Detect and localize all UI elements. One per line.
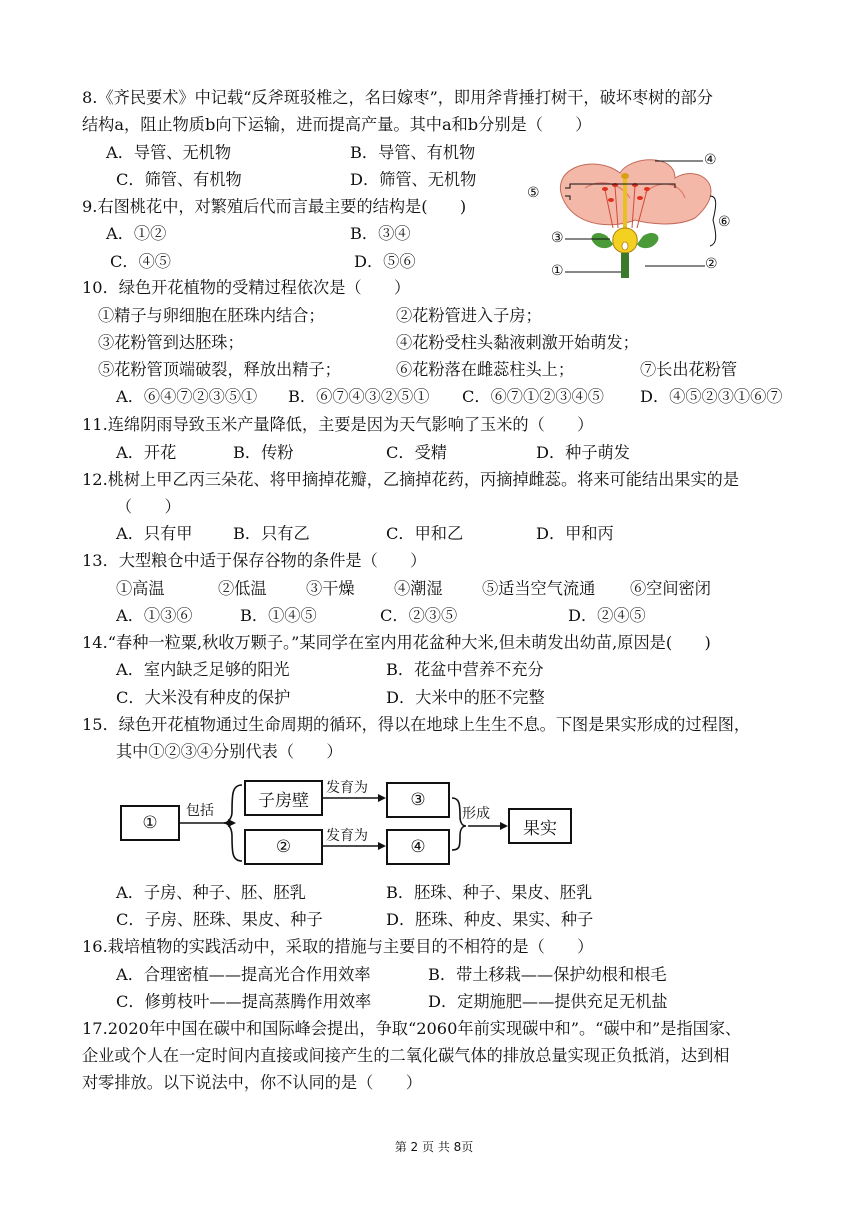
q9-option-b[interactable]: B．③④ [350,224,411,243]
q9-option-d[interactable]: D．⑤⑥ [354,252,416,271]
q10-step-7: ⑦长出花粉管 [640,360,738,379]
q17-stem-line1: 17.2020年中国在碳中和国际峰会提出，争取“2060年前实现碳中和”。“碳中和”是指国家、 [82,1019,742,1038]
q14-option-b[interactable]: B．花盆中营养不充分 [386,660,544,679]
q13-cond-6: ⑥空间密闭 [630,579,711,598]
q11-stem: 11.连绵阴雨导致玉米产量降低，主要是因为天气影响了玉米的（ ） [82,415,594,434]
q10-option-b[interactable]: B．⑥⑦④③②⑤① [288,387,430,406]
flower-label-1: ① [551,263,564,279]
q15-option-b[interactable]: B．胚珠、种子、果皮、胚乳 [386,883,593,902]
q10-step-2: ②花粉管进入子房； [396,306,542,325]
q13-cond-3: ③干燥 [306,579,355,598]
q10-step-4: ④花粉受柱头黏液刺激开始萌发； [396,333,639,352]
q13-option-d[interactable]: D．②④⑤ [568,606,646,625]
q15-option-a[interactable]: A．子房、种子、胚、胚乳 [116,883,306,902]
q10-step-1: ①精子与卵细胞在胚珠内结合； [98,306,325,325]
diagram-box-3: ③ [386,782,450,818]
peach-flower-figure [525,148,745,288]
q8-stem-line2: 结构a，阻止物质b向下运输，进而提高产量。其中a和b分别是（ ） [82,115,592,134]
q10-step-5: ⑤花粉管顶端破裂，释放出精子； [98,360,341,379]
q13-stem: 13．大型粮仓中适于保存谷物的条件是（ ） [82,551,427,570]
q13-option-b[interactable]: B．①④⑤ [240,606,317,625]
q13-option-a[interactable]: A．①③⑥ [116,606,193,625]
diagram-label-develop-1: 发育为 [326,780,368,796]
q16-option-b[interactable]: B．带土移栽——保护幼根和根毛 [428,965,667,984]
q12-option-d[interactable]: D．甲和丙 [536,524,614,543]
q12-option-c[interactable]: C．甲和乙 [386,524,464,543]
q10-option-d[interactable]: D．④⑤②③①⑥⑦ [640,387,783,406]
q10-step-3: ③花粉管到达胚珠； [98,333,244,352]
q8-option-b[interactable]: B．导管、有机物 [350,143,476,162]
q15-stem-line2: 其中①②③④分别代表（ ） [116,742,343,761]
page-footer: 第 2 页 共 8页 [394,1140,474,1154]
q17-stem-line3: 对零排放。以下说法中，你不认同的是（ ） [82,1073,422,1092]
diagram-label-include: 包括 [186,803,214,819]
diagram-box-fruit: 果实 [508,808,572,844]
q14-option-c[interactable]: C．大米没有种皮的保护 [116,688,291,707]
q10-option-a[interactable]: A．⑥④⑦②③⑤① [116,387,258,406]
q8-option-c[interactable]: C．筛管、有机物 [116,170,242,189]
q9-stem: 9.右图桃花中，对繁殖后代而言最主要的结构是( ) [82,197,467,216]
q12-stem-line1: 12.桃树上甲乙丙三朵花、将甲摘掉花瓣，乙摘掉花药，丙摘掉雌蕊。将来可能结出果实的是 [82,470,740,489]
q11-option-b[interactable]: B．传粉 [233,443,294,462]
q16-option-d[interactable]: D．定期施肥——提供充足无机盐 [428,992,668,1011]
q16-option-c[interactable]: C．修剪枝叶——提高蒸腾作用效率 [116,992,372,1011]
q16-option-a[interactable]: A．合理密植——提高光合作用效率 [116,965,371,984]
flower-label-3: ③ [551,230,564,246]
q15-stem-line1: 15．绿色开花植物通过生命周期的循环，得以在地球上生生不息。下图是果实形成的过程图， [82,715,751,734]
q11-option-d[interactable]: D．种子萌发 [536,443,630,462]
q8-option-a[interactable]: A．导管、无机物 [106,143,232,162]
q13-option-c[interactable]: C．②③⑤ [380,606,458,625]
q11-option-a[interactable]: A．开花 [116,443,177,462]
flower-label-5: ⑤ [527,185,540,201]
diagram-box-4: ④ [386,829,450,865]
q8-option-d[interactable]: D．筛管、无机物 [350,170,477,189]
q13-cond-1: ①高温 [116,579,165,598]
q14-option-d[interactable]: D．大米中的胚不完整 [386,688,545,707]
q10-step-6: ⑥花粉落在雌蕊柱头上； [396,360,575,379]
q15-option-d[interactable]: D．胚珠、种皮、果实、种子 [386,910,594,929]
q14-option-a[interactable]: A．室内缺乏足够的阳光 [116,660,290,679]
q16-stem: 16.栽培植物的实践活动中，采取的措施与主要目的不相符的是（ ） [82,937,594,956]
flower-label-6: ⑥ [718,214,731,230]
q12-option-a[interactable]: A．只有甲 [116,524,193,543]
q13-cond-2: ②低温 [218,579,267,598]
q12-option-b[interactable]: B．只有乙 [233,524,310,543]
q13-cond-5: ⑤适当空气流通 [482,579,596,598]
diagram-label-develop-2: 发育为 [326,828,368,844]
q13-cond-4: ④潮湿 [394,579,443,598]
flower-label-4: ④ [704,152,717,168]
q9-option-a[interactable]: A．①② [106,224,167,243]
diagram-box-2: ② [244,829,323,865]
q10-stem: 10．绿色开花植物的受精过程依次是（ ） [82,278,411,297]
diagram-box-ovary-wall: 子房壁 [244,780,323,816]
q14-stem: 14.“春种一粒粟,秋收万颗子。”某同学在室内用花盆种大米,但未萌发出幼苗,原因是( ) [82,633,711,652]
q9-option-c[interactable]: C．④⑤ [110,252,171,271]
flower-label-2: ② [705,256,718,272]
q15-option-c[interactable]: C．子房、胚珠、果皮、种子 [116,910,323,929]
q12-stem-line2: （ ） [116,497,181,516]
diagram-label-form: 形成 [462,806,490,822]
q10-option-c[interactable]: C．⑥⑦①②③④⑤ [462,387,604,406]
q17-stem-line2: 企业或个人在一定时间内直接或间接产生的二氧化碳气体的排放总量实现正负抵消，达到相 [82,1046,730,1065]
q11-option-c[interactable]: C．受精 [386,443,447,462]
diagram-box-1: ① [120,805,180,841]
q8-stem-line1: 8.《齐民要术》中记载“反斧斑驳椎之，名曰嫁枣”，即用斧背捶打树干，破坏枣树的部分 [82,88,713,107]
